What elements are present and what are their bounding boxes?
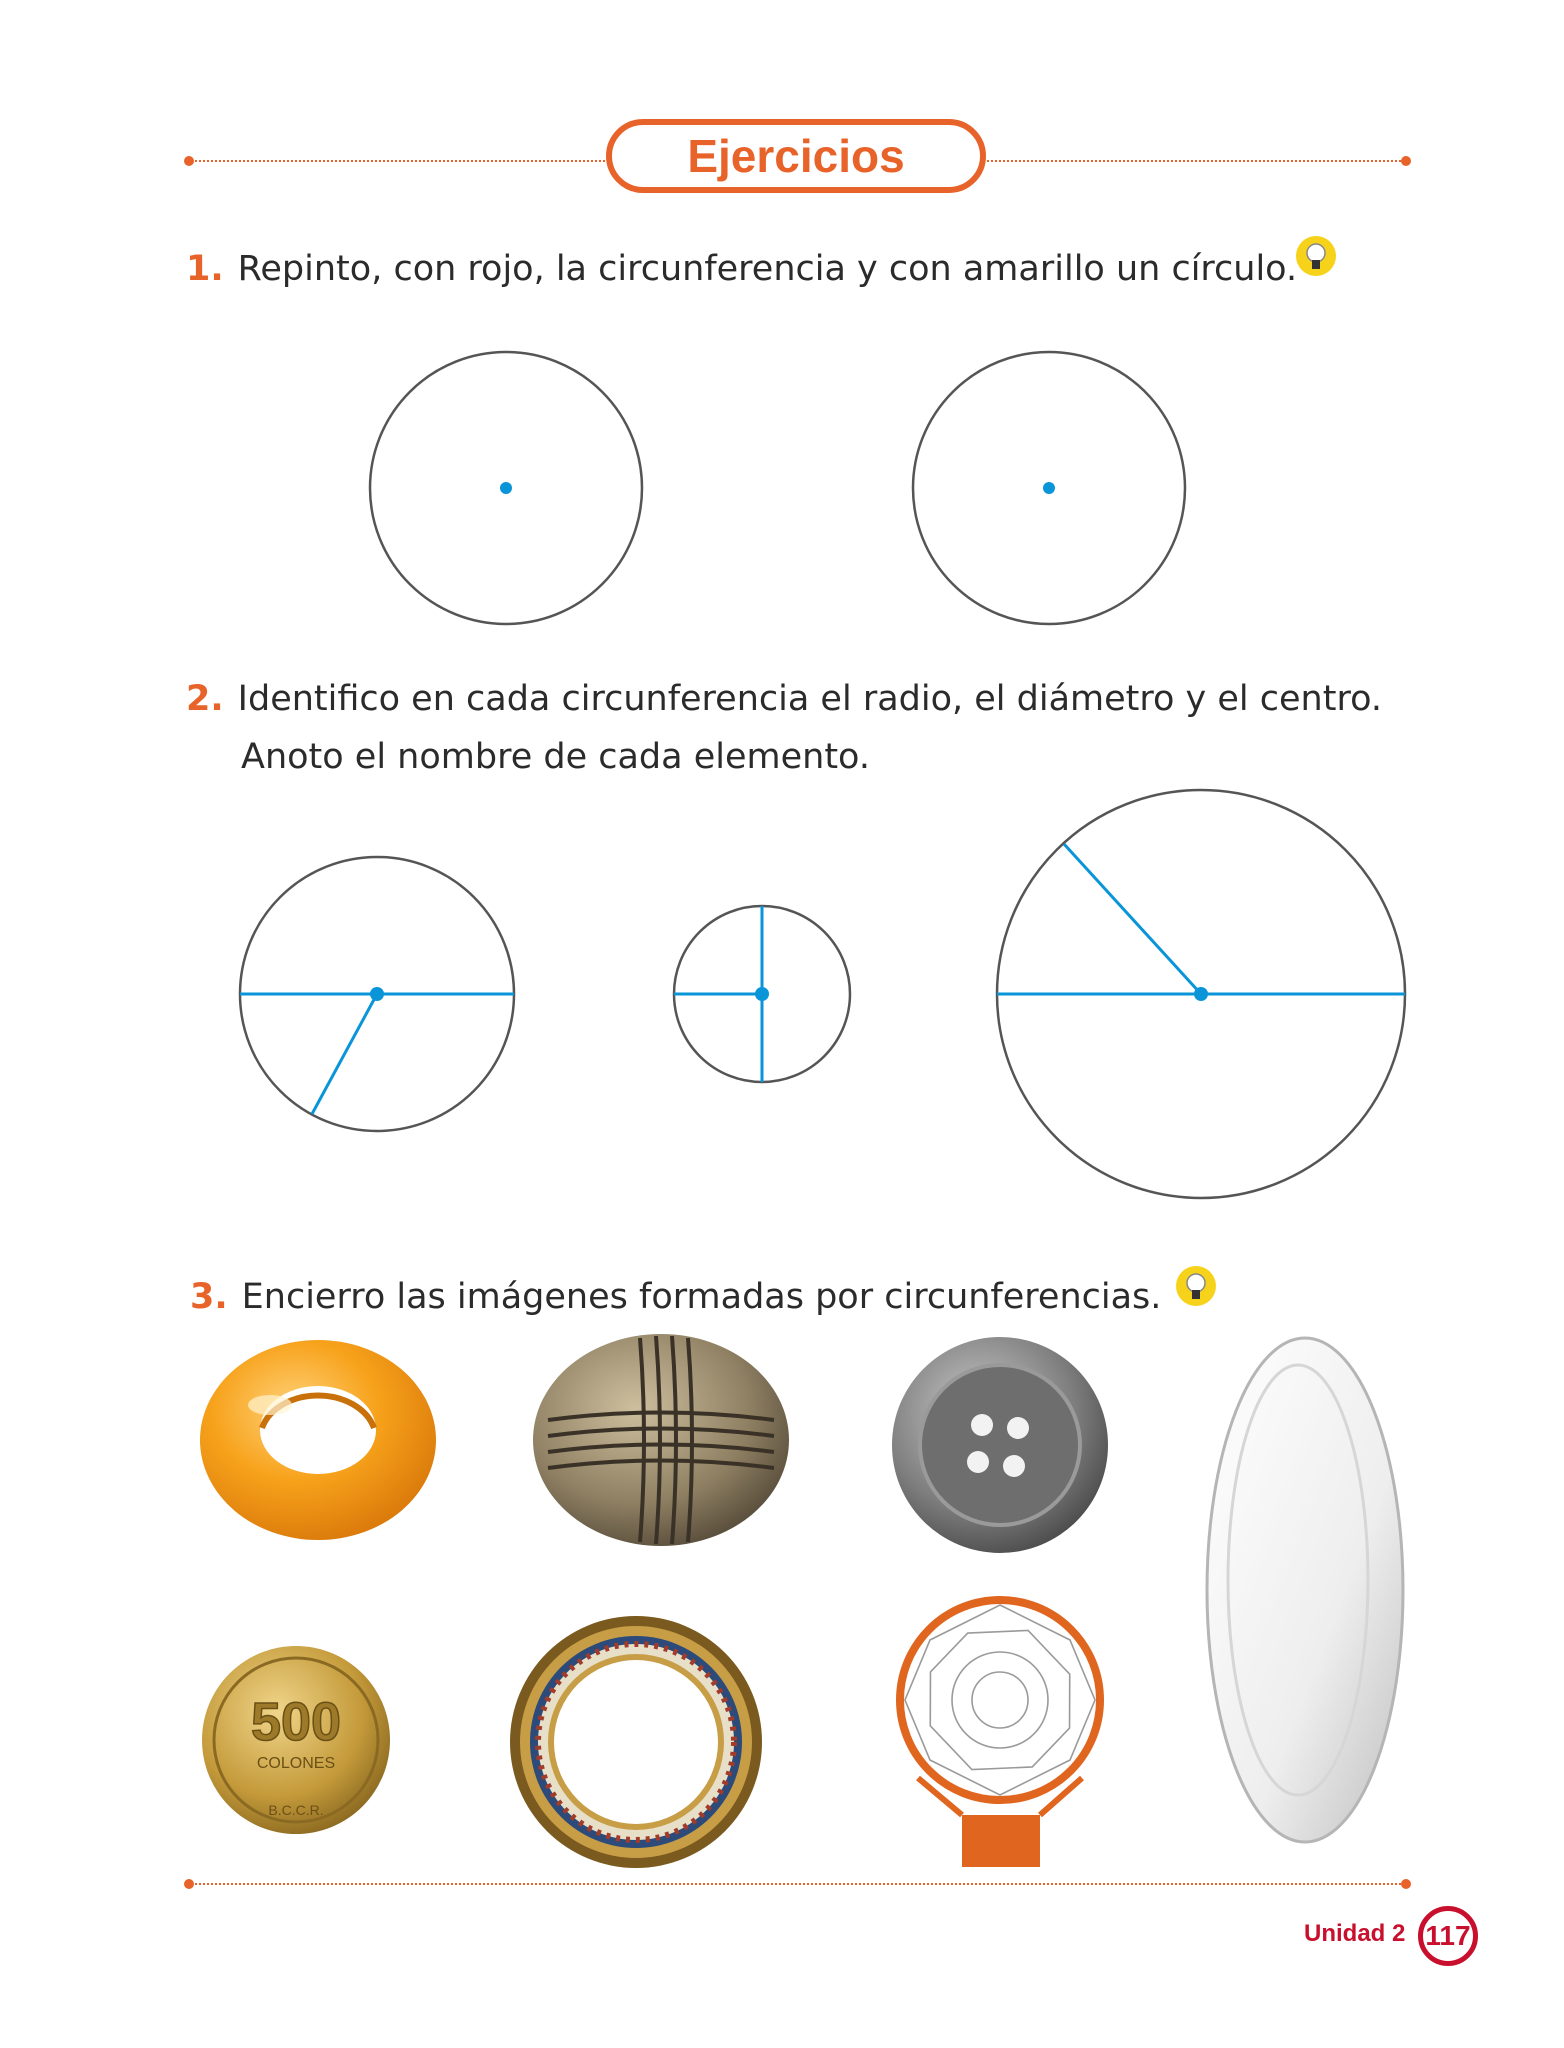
plato-ovalado-image[interactable] bbox=[1207, 1338, 1403, 1842]
moneda-image[interactable] bbox=[202, 1646, 390, 1834]
footer-rule bbox=[190, 1883, 1405, 1885]
exercise-3-number: 3. bbox=[190, 1277, 228, 1317]
exercise-1-number: 1. bbox=[186, 249, 224, 289]
exercise-2-text-line2: Anoto el nombre de cada elemento. bbox=[241, 737, 870, 777]
coin-value: 500 bbox=[250, 1692, 342, 1752]
boton-ovalado-image[interactable] bbox=[533, 1334, 789, 1546]
exercise-2-number: 2. bbox=[186, 679, 224, 719]
page-number: 117 bbox=[1418, 1906, 1478, 1966]
aro-baloncesto-image[interactable] bbox=[900, 1600, 1100, 1867]
salvavidas-image[interactable] bbox=[200, 1340, 436, 1540]
unit-label: Unidad 2 bbox=[1304, 1920, 1406, 1947]
exercise-2-text-line1: Identifico en cada circunferencia el radio, el diámetro y el centro. bbox=[237, 679, 1382, 719]
boton-gris-image[interactable] bbox=[892, 1337, 1108, 1553]
page-title: Ejercicios bbox=[606, 119, 986, 193]
exercise-3-text: Encierro las imágenes formadas por circunferencias. bbox=[241, 1277, 1162, 1317]
coin-subtext: COLONES bbox=[256, 1755, 336, 1772]
coin-bottom: B.C.C.R. bbox=[268, 1802, 324, 1818]
marco-circular-image[interactable] bbox=[510, 1616, 762, 1868]
exercise-1-text: Repinto, con rojo, la circunferencia y con amarillo un círculo. bbox=[237, 249, 1298, 289]
